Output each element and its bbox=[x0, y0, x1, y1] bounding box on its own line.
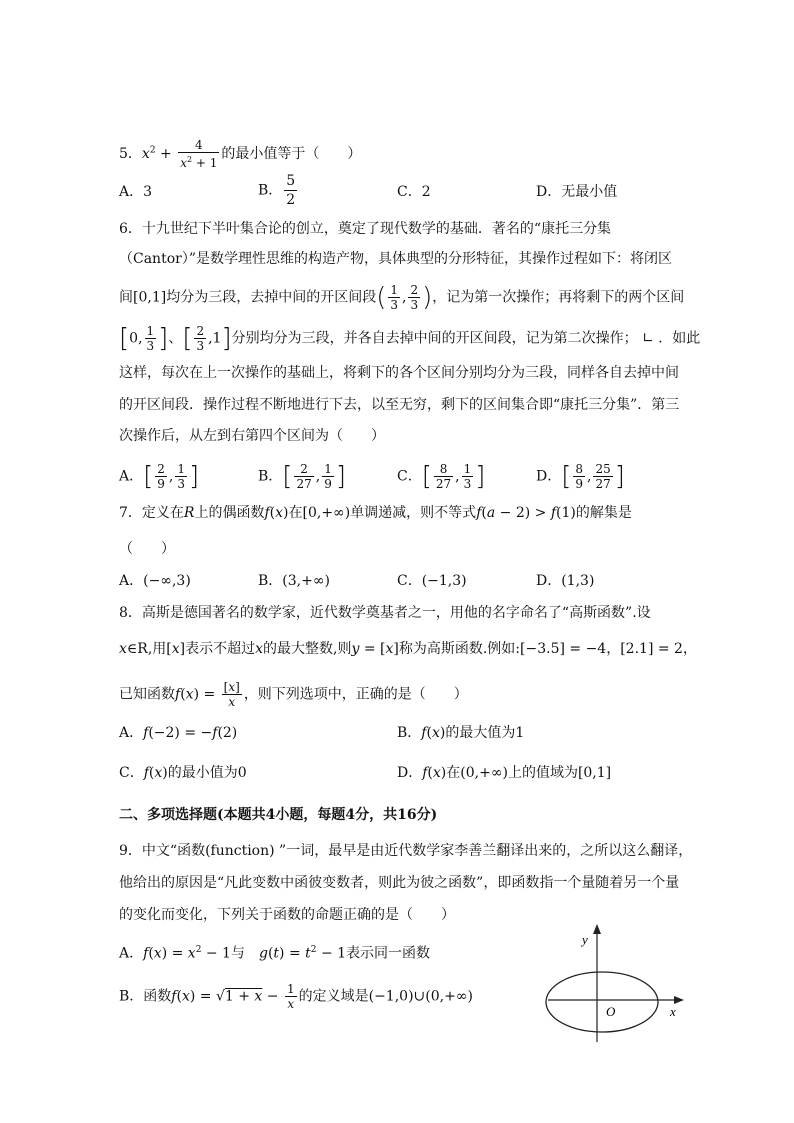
q9-line1: 9．中文“函数(function) ”一词，最早是由近代数学家李善兰翻译出来的，之所以这么翻译， bbox=[119, 843, 693, 859]
q6-line3: 间[0,1]均分为三段，去掉中间的开区间段( $\frac{1}{3}$ , $\frac{2}{3}$ )，记为第一次操作；再将剩下的两个区间 bbox=[119, 282, 685, 313]
q6-line7: 次操作后，从左到右第四个区间为（ ） bbox=[119, 428, 385, 444]
q5-expr: x bbox=[141, 146, 150, 162]
q9-line2: 他给出的原因是“凡此变数中函彼变数者，则此为彼之函数”，即函数指一个量随着另一个量 bbox=[119, 875, 680, 891]
ellipse-figure bbox=[540, 920, 690, 1050]
q5-line: 5．$x^2$ + $\frac{4}{x^2 + 1}$ 的最小值等于（ ） bbox=[119, 138, 362, 170]
q5-question: 的最小值等于（ ） bbox=[221, 146, 362, 162]
q7-option-d: D．(1,3) bbox=[536, 573, 595, 589]
q8-option-b: B．f(x)的最大值为1 bbox=[397, 725, 525, 741]
q9-option-b: B．函数f(x) = √1 + x − $\frac{1}{x}$ 的定义域是(−1,0)∪(0,+∞) bbox=[119, 982, 473, 1011]
q6-line2: （Cantor）”是数学理性思维的构造产物，具体典型的分形特征，其操作过程如下：将闭区 bbox=[119, 251, 672, 267]
q9-line3: 的变化而变化，下列关于函数的命题正确的是（ ） bbox=[119, 907, 455, 923]
q7-option-c: C．(−1,3) bbox=[397, 573, 467, 589]
q5-fraction: $\frac{4}{x^2 + 1}$ bbox=[180, 138, 218, 170]
x-label: x bbox=[670, 1004, 676, 1019]
q8-line2: x∈R,用[x]表示不超过x的最大整数,则y = [x]称为高斯函数.例如:[−3.5] = −4，[2.1] = 2， bbox=[119, 641, 697, 657]
q7-option-b: B．(3,+∞) bbox=[258, 573, 330, 589]
q8-option-c: C．f(x)的最小值为0 bbox=[119, 765, 247, 781]
q6-option-d: D．[ $\frac{8}{9}$ , $\frac{25}{27}$ ] bbox=[536, 461, 625, 492]
origin-label: O bbox=[606, 1004, 616, 1019]
q5-option-a: A．3 bbox=[119, 184, 153, 200]
q5-option-c: C．2 bbox=[397, 184, 431, 200]
q9-option-a: A．$f(x) = x^2 - 1$与 $g(t) = t^2 - 1$表示同一函数 bbox=[119, 945, 431, 962]
q7-line1: 7．定义在R上的偶函数f(x)在[0,+∞)单调递减，则不等式f(a − 2) > f(1)的解集是 bbox=[119, 505, 632, 521]
q6-line1: 6．十九世纪下半叶集合论的创立，奠定了现代数学的基础．著名的“康托三分集 bbox=[119, 221, 612, 237]
q8-line1: 8．高斯是德国著名的数学家，近代数学奠基者之一，用他的名字命名了“高斯函数”.设 bbox=[119, 605, 651, 621]
q8-option-d: D．f(x)在(0,+∞)上的值域为[0,1] bbox=[397, 765, 612, 781]
y-axis-arrow-icon bbox=[593, 924, 601, 934]
q6-option-b: B．[ $\frac{2}{27}$ , $\frac{1}{9}$ ] bbox=[258, 461, 346, 492]
q6-option-a: A．[ $\frac{2}{9}$ , $\frac{1}{3}$ ] bbox=[119, 461, 200, 492]
q6-line5: 这样，每次在上一次操作的基础上，将剩下的各个区间分别均分为三段，同样各自去掉中间 bbox=[119, 365, 679, 381]
y-label: y bbox=[582, 932, 588, 947]
ellipse-curve bbox=[546, 972, 658, 1032]
section2-heading: 二、多项选择题(本题共4小题，每题4分，共16分) bbox=[119, 807, 438, 823]
q6-line4: [0, $\frac{1}{3}$ ]、[ $\frac{2}{3}$ ,1]分别均分为三段，并各自去掉中间的开区间段，记为第二次操作； ∟ ．如此 bbox=[119, 323, 701, 354]
q8-line3: 已知函数f(x) = $\frac{[x]}{x}$ ，则下列选项中，正确的是（ ） bbox=[119, 680, 468, 709]
q5-option-d: D．无最小值 bbox=[536, 184, 618, 200]
q6-line6: 的开区间段．操作过程不断地进行下去，以至无穷，剩下的区间集合即“康托三分集”．第三 bbox=[119, 397, 680, 413]
x-axis-arrow-icon bbox=[674, 996, 684, 1004]
q5-number: 5． bbox=[119, 146, 142, 162]
q6-option-c: C．[ $\frac{8}{27}$ , $\frac{1}{3}$ ] bbox=[397, 461, 486, 492]
q7-option-a: A．(−∞,3) bbox=[119, 573, 191, 589]
q5-option-b: B． $\frac{5}{2}$ bbox=[258, 173, 296, 208]
q8-option-a: A．f(−2) = −f(2) bbox=[119, 725, 238, 741]
q7-paren: （ ） bbox=[119, 541, 175, 557]
